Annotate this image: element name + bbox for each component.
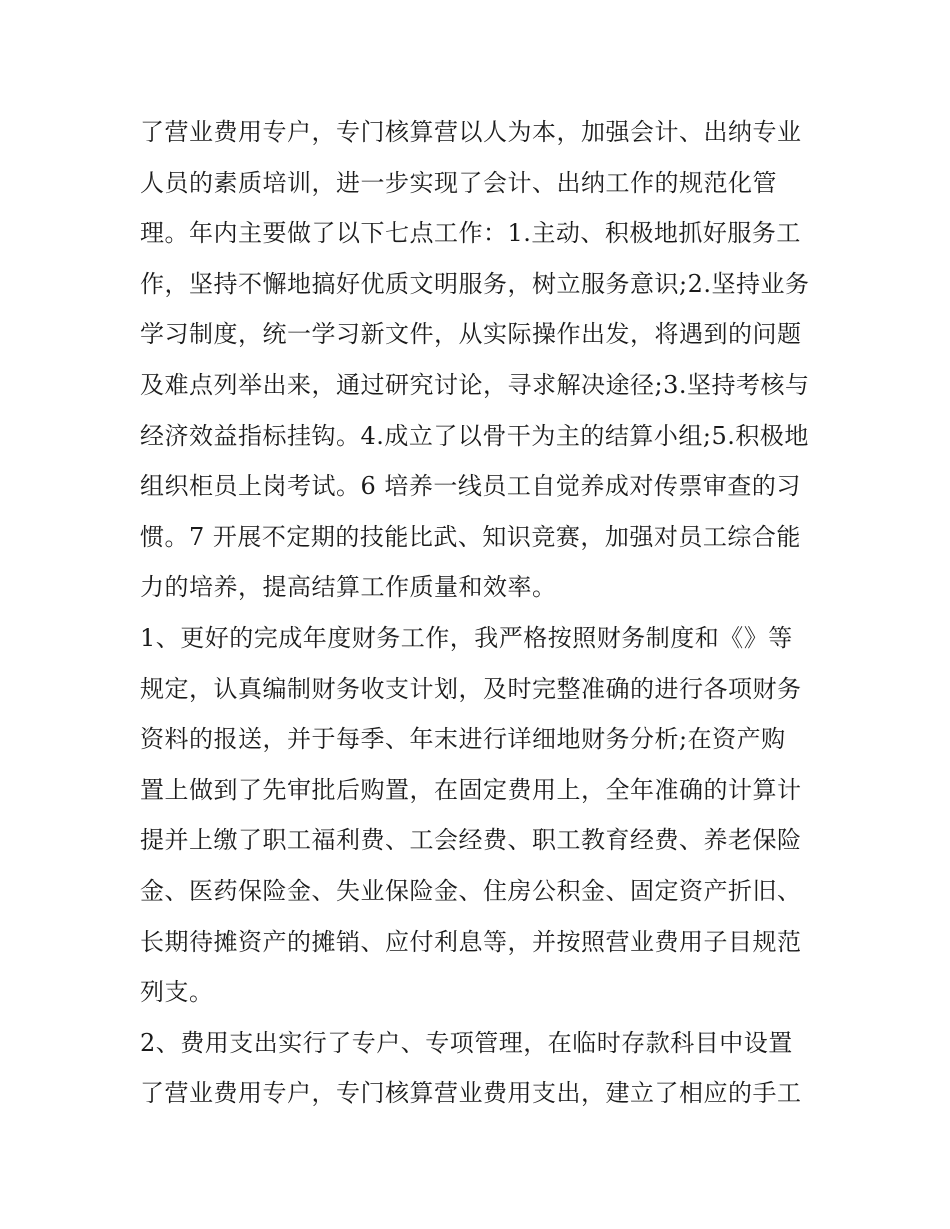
text-line: 长期待摊资产的摊销、应付利息等，并按照营业费用子目规范 bbox=[140, 927, 802, 956]
text-line: 金、医药保险金、失业保险金、住房公积金、固定资产折旧、 bbox=[140, 876, 802, 905]
text-line: 规定，认真编制财务收支计划，及时完整准确的进行各项财务 bbox=[140, 674, 802, 703]
text-line: 置上做到了先审批后购置，在固定费用上，全年准确的计算计 bbox=[140, 775, 802, 804]
text-line: 组织柜员上岗考试。6 培养一线员工自觉养成对传票审查的习 bbox=[140, 472, 801, 501]
text-line: 学习制度，统一学习新文件，从实际操作出发，将遇到的问题 bbox=[140, 320, 802, 349]
text-line: 作，坚持不懈地搞好优质文明服务，树立服务意识;2.坚持业务 bbox=[140, 269, 810, 298]
text-line: 人员的素质培训，进一步实现了会计、出纳工作的规范化管 bbox=[140, 168, 777, 197]
text-line: 力的培养，提高结算工作质量和效率。 bbox=[140, 573, 557, 602]
body-text bbox=[140, 107, 820, 1119]
text-line: 列支。 bbox=[140, 978, 214, 1007]
text-line: 及难点列举出来，通过研究讨论，寻求解决途径;3.坚持考核与 bbox=[140, 370, 810, 399]
text-line: 理。年内主要做了以下七点工作：1.主动、积极地抓好服务工 bbox=[140, 219, 801, 248]
text-line: 惯。7 开展不定期的技能比武、知识竞赛，加强对员工综合能 bbox=[140, 522, 801, 551]
text-line: 了营业费用专户，专门核算营业费用支出，建立了相应的手工 bbox=[140, 1079, 802, 1108]
text-line: 2、费用支出实行了专户、专项管理，在临时存款科目中设置 bbox=[140, 1028, 793, 1057]
text-line: 了营业费用专户，专门核算营以人为本，加强会计、出纳专业 bbox=[140, 118, 802, 146]
text-line: 提并上缴了职工福利费、工会经费、职工教育经费、养老保险 bbox=[140, 826, 802, 855]
text-line: 资料的报送，并于每季、年末进行详细地财务分析;在资产购 bbox=[140, 725, 786, 754]
text-line: 1、更好的完成年度财务工作，我严格按照财务制度和《》等 bbox=[140, 623, 793, 652]
text-line: 经济效益指标挂钩。4.成立了以骨干为主的结算小组;5.积极地 bbox=[140, 421, 809, 450]
